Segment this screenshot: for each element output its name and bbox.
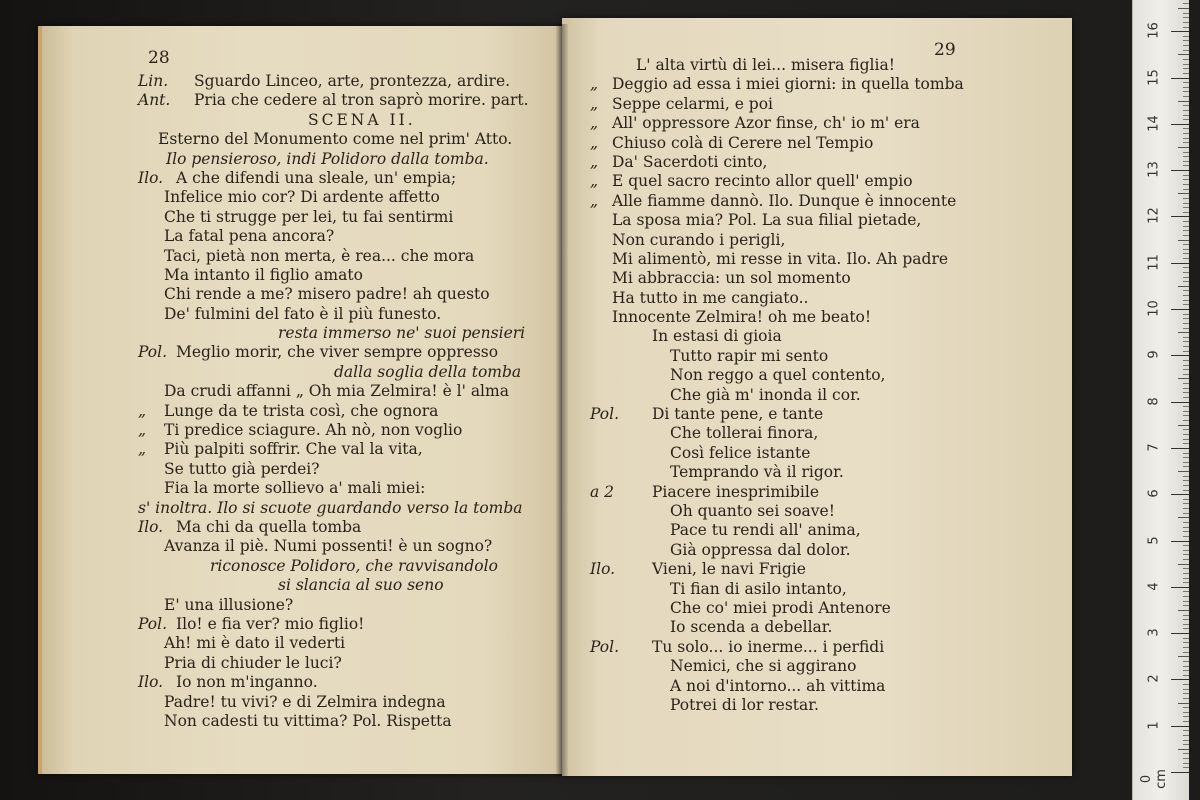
ruler-tick xyxy=(1183,304,1189,305)
ruler-tick xyxy=(1183,721,1189,722)
ruler-tick xyxy=(1183,50,1189,51)
ruler-tick xyxy=(1183,314,1189,315)
verse-text: Così felice istante xyxy=(670,443,811,462)
ruler-tick xyxy=(1183,605,1189,606)
ruler-tick xyxy=(1183,466,1189,467)
ruler-tick xyxy=(1183,503,1189,504)
ruler-tick xyxy=(1183,203,1189,204)
speaker-label: „ xyxy=(138,401,147,420)
verse-text: A noi d'intorno... ah vittima xyxy=(670,676,886,695)
ruler-tick xyxy=(1183,675,1189,676)
ruler-tick xyxy=(1183,689,1189,690)
ruler-tick xyxy=(1183,670,1189,671)
ruler-tick xyxy=(1178,286,1189,287)
verse-text: Ti predice sciagure. Ah nò, non voglio xyxy=(164,421,463,440)
ruler-tick xyxy=(1183,267,1189,268)
speaker-label: „ xyxy=(590,75,599,94)
verse-text: si slancia al suo seno xyxy=(278,576,444,595)
ruler-tick xyxy=(1183,73,1189,74)
ruler-tick xyxy=(1183,323,1189,324)
ruler-tick xyxy=(1183,476,1189,477)
ruler-tick xyxy=(1183,647,1189,648)
right-page xyxy=(562,18,1072,776)
ruler-tick xyxy=(1183,115,1189,116)
ruler-tick xyxy=(1183,434,1189,435)
speaker-label: Ilo. xyxy=(138,517,164,536)
ruler-tick xyxy=(1183,318,1189,319)
left-page xyxy=(38,26,562,774)
ruler-tick xyxy=(1183,615,1189,616)
verse-text: Da' Sacerdoti cinto, xyxy=(612,152,768,171)
ruler-tick xyxy=(1183,369,1189,370)
ruler-tick xyxy=(1183,619,1189,620)
verse-text: Tu solo... io inerme... i perfidi xyxy=(652,637,885,656)
ruler-tick xyxy=(1183,165,1189,166)
ruler-tick xyxy=(1183,513,1189,514)
ruler-tick xyxy=(1183,550,1189,551)
ruler-tick xyxy=(1183,411,1189,412)
ruler-tick xyxy=(1171,448,1189,449)
verse-text: Non cadesti tu vittima? Pol. Rispetta xyxy=(164,711,452,730)
ruler-tick xyxy=(1183,184,1189,185)
verse-text: Innocente Zelmira! oh me beato! xyxy=(612,308,872,327)
verse-text: SCENA II. xyxy=(308,110,416,129)
ruler-tick xyxy=(1183,45,1189,46)
speaker-label: a 2 xyxy=(590,482,615,501)
verse-text: Ilo! e fia ver? mio figlio! xyxy=(176,614,365,633)
ruler-tick xyxy=(1183,485,1189,486)
ruler-label: 6 xyxy=(1146,489,1162,498)
ruler-tick xyxy=(1183,527,1189,528)
ruler-label: 15 xyxy=(1146,68,1162,86)
verse-text: Che tollerai finora, xyxy=(670,424,819,443)
verse-text: riconosce Polidoro, che ravvisandolo xyxy=(210,556,498,575)
ruler-label: 14 xyxy=(1146,115,1162,132)
ruler-tick xyxy=(1183,443,1189,444)
ruler-tick xyxy=(1183,457,1189,458)
ruler-tick xyxy=(1183,360,1189,361)
ruler-tick xyxy=(1171,772,1189,773)
ruler-tick xyxy=(1183,716,1189,717)
ruler-tick xyxy=(1183,91,1189,92)
ruler-label: 12 xyxy=(1146,207,1162,225)
ruler-tick xyxy=(1183,397,1189,398)
verse-text: dalla soglia della tomba xyxy=(334,362,522,381)
verse-text: Che co' miei prodi Antenore xyxy=(670,598,891,617)
ruler-tick xyxy=(1183,138,1189,139)
ruler-tick xyxy=(1183,415,1189,416)
ruler-tick xyxy=(1183,693,1189,694)
verse-text: Deggio ad essa i miei giorni: in quella tomba xyxy=(612,75,964,94)
ruler-tick xyxy=(1183,82,1189,83)
ruler-tick xyxy=(1171,78,1189,79)
verse-text: A che difendi una sleale, un' empia; xyxy=(176,168,457,187)
ruler-tick xyxy=(1183,290,1189,291)
verse-text: Seppe celarmi, e poi xyxy=(612,94,774,113)
ruler-tick xyxy=(1183,388,1189,389)
verse-text: E quel sacro recinto allor quell' empio xyxy=(612,172,913,191)
ruler-tick xyxy=(1183,226,1189,227)
verse-text: s' inoltra. Ilo si scuote guardando verso la tomba xyxy=(138,498,523,517)
ruler-tick xyxy=(1183,40,1189,41)
ruler-tick xyxy=(1183,207,1189,208)
ruler-tick xyxy=(1183,392,1189,393)
ruler-tick xyxy=(1183,258,1189,259)
ruler-tick xyxy=(1183,462,1189,463)
ruler-tick xyxy=(1178,147,1189,148)
verse-text: E' una illusione? xyxy=(164,595,294,614)
measuring-ruler xyxy=(1132,0,1189,800)
ruler-tick xyxy=(1183,531,1189,532)
ruler-tick xyxy=(1183,142,1189,143)
ruler-label: 13 xyxy=(1146,161,1162,178)
ruler-tick xyxy=(1178,193,1189,194)
ruler-tick xyxy=(1183,508,1189,509)
ruler-tick xyxy=(1183,281,1189,282)
ruler-label: 2 xyxy=(1146,674,1162,684)
speaker-label: „ xyxy=(590,191,599,210)
ruler-tick xyxy=(1178,54,1189,55)
ruler-tick xyxy=(1183,27,1189,28)
verse-text: Pria che cedere al tron saprò morire. part. xyxy=(194,91,529,110)
ruler-tick xyxy=(1178,8,1189,9)
verse-text: Avanza il piè. Numi possenti! è un sogno? xyxy=(164,537,493,556)
ruler-tick xyxy=(1178,703,1189,704)
ruler-label: 10 xyxy=(1146,300,1162,317)
ruler-tick xyxy=(1183,253,1189,254)
ruler-tick xyxy=(1183,337,1189,338)
verse-text: La fatal pena ancora? xyxy=(164,227,335,246)
ruler-tick xyxy=(1171,402,1189,403)
verse-text: Taci, pietà non merta, è rea... che mora xyxy=(164,246,475,265)
speaker-label: „ xyxy=(138,440,147,459)
ruler-label: 1 xyxy=(1146,721,1162,730)
verse-text: Non curando i perigli, xyxy=(612,230,786,249)
speaker-label: „ xyxy=(590,172,599,191)
ruler-tick xyxy=(1178,564,1189,565)
ruler-label: 16 xyxy=(1146,22,1162,39)
verse-text: Se tutto già perdei? xyxy=(164,459,320,478)
ruler-tick xyxy=(1171,726,1189,727)
ruler-tick xyxy=(1183,666,1189,667)
ruler-tick xyxy=(1183,628,1189,629)
ruler-tick xyxy=(1183,735,1189,736)
ruler-tick xyxy=(1183,406,1189,407)
book-gutter xyxy=(556,24,568,776)
ruler-tick xyxy=(1183,272,1189,273)
ruler-tick xyxy=(1183,582,1189,583)
ruler-tick xyxy=(1183,161,1189,162)
verse-text: Lunge da te trista così, che ognora xyxy=(164,401,439,420)
ruler-tick xyxy=(1183,249,1189,250)
ruler-tick xyxy=(1183,22,1189,23)
ruler-tick xyxy=(1183,365,1189,366)
ruler-tick xyxy=(1183,96,1189,97)
ruler-tick xyxy=(1183,179,1189,180)
speaker-label: „ xyxy=(138,421,147,440)
speaker-label: Ilo. xyxy=(138,673,164,692)
verse-text: All' oppressore Azor finse, ch' io m' era xyxy=(612,114,920,133)
verse-text: Pace tu rendi all' anima, xyxy=(670,521,861,540)
ruler-label: 0 cm xyxy=(1139,769,1169,789)
ruler-tick xyxy=(1183,295,1189,296)
verse-text: Ma intanto il figlio amato xyxy=(164,265,363,284)
ruler-tick xyxy=(1171,170,1189,171)
ruler-tick xyxy=(1183,277,1189,278)
ruler-tick xyxy=(1178,332,1189,333)
ruler-tick xyxy=(1178,240,1189,241)
ruler-tick xyxy=(1183,3,1189,4)
ruler-tick xyxy=(1183,341,1189,342)
ruler-tick xyxy=(1183,596,1189,597)
ruler-tick xyxy=(1183,152,1189,153)
ruler-tick xyxy=(1183,374,1189,375)
ruler-tick xyxy=(1171,31,1189,32)
ruler-tick xyxy=(1183,175,1189,176)
verse-text: Ma chi da quella tomba xyxy=(176,517,362,536)
ruler-tick xyxy=(1183,212,1189,213)
verse-text: Già oppressa dal dolor. xyxy=(670,540,851,559)
verse-text: Temprando và il rigor. xyxy=(670,463,844,482)
ruler-tick xyxy=(1183,453,1189,454)
ruler-label: 3 xyxy=(1146,628,1162,637)
ruler-tick xyxy=(1183,554,1189,555)
ruler-tick xyxy=(1171,633,1189,634)
ruler-tick xyxy=(1183,68,1189,69)
ruler-tick xyxy=(1183,624,1189,625)
ruler-tick xyxy=(1183,753,1189,754)
ruler-tick xyxy=(1183,300,1189,301)
ruler-tick xyxy=(1183,758,1189,759)
ruler-tick xyxy=(1183,59,1189,60)
ruler-tick xyxy=(1183,128,1189,129)
verse-text: Da crudi affanni „ Oh mia Zelmira! è l' alma xyxy=(164,382,509,401)
ruler-tick xyxy=(1183,235,1189,236)
ruler-tick xyxy=(1183,559,1189,560)
ruler-tick xyxy=(1183,221,1189,222)
verse-text: Chiuso colà di Cerere nel Tempio xyxy=(612,133,874,152)
ruler-tick xyxy=(1183,13,1189,14)
ruler-tick xyxy=(1183,133,1189,134)
speaker-label: „ xyxy=(590,94,599,113)
ruler-label: 8 xyxy=(1146,396,1162,406)
verse-text: resta immerso ne' suoi pensieri xyxy=(278,324,526,343)
ruler-tick xyxy=(1183,684,1189,685)
ruler-tick xyxy=(1183,105,1189,106)
ruler-tick xyxy=(1183,767,1189,768)
speaker-label: „ xyxy=(590,152,599,171)
ruler-tick xyxy=(1183,698,1189,699)
ruler-tick xyxy=(1183,429,1189,430)
ruler-tick xyxy=(1183,522,1189,523)
verse-text: Mi abbraccia: un sol momento xyxy=(612,269,851,288)
ruler-tick xyxy=(1183,642,1189,643)
ruler-tick xyxy=(1171,541,1189,542)
speaker-label: Ant. xyxy=(138,91,171,110)
ruler-tick xyxy=(1183,536,1189,537)
ruler-tick xyxy=(1183,578,1189,579)
ruler-tick xyxy=(1183,244,1189,245)
verse-text: Mi alimentò, mi resse in vita. Ilo. Ah padre xyxy=(612,249,949,268)
speaker-label: Pol. xyxy=(138,614,168,633)
ruler-tick xyxy=(1183,652,1189,653)
speaker-label: Pol. xyxy=(138,343,168,362)
verse-text: Ha tutto in me cangiato.. xyxy=(612,288,809,307)
verse-text: La sposa mia? Pol. La sua filial pietade, xyxy=(612,211,922,230)
ruler-tick xyxy=(1183,707,1189,708)
ruler-tick xyxy=(1183,346,1189,347)
ruler-tick xyxy=(1171,263,1189,264)
verse-text: Io scenda a debellar. xyxy=(670,618,833,637)
ruler-tick xyxy=(1171,216,1189,217)
verse-text: Vieni, le navi Frigie xyxy=(652,560,806,579)
verse-text: Chi rende a me? misero padre! ah questo xyxy=(164,285,490,304)
ruler-tick xyxy=(1183,230,1189,231)
ruler-tick xyxy=(1183,480,1189,481)
verse-text: Esterno del Monumento come nel prim' Atto. xyxy=(158,130,513,149)
ruler-label: 5 xyxy=(1146,535,1162,545)
verse-text: Ilo pensieroso, indi Polidoro dalla tomba. xyxy=(166,149,489,168)
ruler-label: 4 xyxy=(1146,582,1162,591)
verse-text: Che già m' inonda il cor. xyxy=(670,385,861,404)
ruler-tick xyxy=(1171,587,1189,588)
ruler-tick xyxy=(1171,124,1189,125)
verse-text: Potrei di lor restar. xyxy=(670,695,819,714)
ruler-tick xyxy=(1178,610,1189,611)
verse-text: Meglio morir, che viver sempre oppresso xyxy=(176,343,499,362)
verse-text: Padre! tu vivi? e di Zelmira indegna xyxy=(164,692,446,711)
speaker-label: Ilo. xyxy=(590,560,616,579)
ruler-tick xyxy=(1183,591,1189,592)
ruler-tick xyxy=(1183,110,1189,111)
ruler-tick xyxy=(1183,328,1189,329)
speaker-label: „ xyxy=(590,133,599,152)
ruler-tick xyxy=(1178,378,1189,379)
ruler-tick xyxy=(1183,156,1189,157)
verse-text: Tutto rapir mi sento xyxy=(670,346,829,365)
ruler-tick xyxy=(1183,198,1189,199)
verse-text: Che ti strugge per lei, tu fai sentirmi xyxy=(164,207,454,226)
ruler-tick xyxy=(1183,17,1189,18)
verse-text: Fia la morte sollievo a' mali miei: xyxy=(164,479,426,498)
ruler-tick xyxy=(1178,656,1189,657)
ruler-tick xyxy=(1171,355,1189,356)
speaker-label: Pol. xyxy=(590,405,620,424)
verse-text: Piacere inesprimibile xyxy=(652,482,820,501)
ruler-tick xyxy=(1178,101,1189,102)
ruler-tick xyxy=(1183,189,1189,190)
ruler-tick xyxy=(1183,763,1189,764)
verse-text: In estasi di gioia xyxy=(652,327,782,346)
verse-text: Infelice mio cor? Di ardente affetto xyxy=(164,188,440,207)
ruler-tick xyxy=(1183,545,1189,546)
ruler-tick xyxy=(1171,679,1189,680)
verse-text: De' fulmini del fato è il più funesto. xyxy=(164,304,442,323)
ruler-tick xyxy=(1183,119,1189,120)
ruler-tick xyxy=(1183,87,1189,88)
verse-text: Nemici, che si aggirano xyxy=(670,657,857,676)
verse-text: Sguardo Linceo, arte, prontezza, ardire. xyxy=(194,72,511,90)
verse-text: Ah! mi è dato il vederti xyxy=(164,634,346,653)
speaker-label: Pol. xyxy=(590,637,620,656)
ruler-tick xyxy=(1183,499,1189,500)
ruler-tick xyxy=(1183,568,1189,569)
verse-text: Io non m'inganno. xyxy=(176,673,318,692)
verse-text: Non reggo a quel contento, xyxy=(670,366,886,385)
page-number-left: 28 xyxy=(148,48,170,68)
speaker-label: Lin. xyxy=(138,72,169,90)
ruler-tick xyxy=(1183,638,1189,639)
verse-text: Pria di chiuder le luci? xyxy=(164,653,342,672)
ruler-tick xyxy=(1183,420,1189,421)
verse-text: Più palpiti soffrir. Che val la vita, xyxy=(164,440,423,459)
speaker-label: „ xyxy=(590,114,599,133)
speaker-label: Ilo. xyxy=(138,168,164,187)
ruler-tick xyxy=(1183,64,1189,65)
verse-text: Ti fian di asilo intanto, xyxy=(670,579,847,598)
ruler-tick xyxy=(1183,601,1189,602)
ruler-tick xyxy=(1183,573,1189,574)
verse-text: Di tante pene, e tante xyxy=(652,405,824,424)
ruler-label: 7 xyxy=(1146,443,1162,452)
ruler-tick xyxy=(1183,36,1189,37)
ruler-tick xyxy=(1183,383,1189,384)
ruler-tick xyxy=(1183,740,1189,741)
page-number-right: 29 xyxy=(934,40,956,60)
ruler-tick xyxy=(1183,744,1189,745)
ruler-tick xyxy=(1178,517,1189,518)
ruler-label: 11 xyxy=(1146,253,1162,271)
ruler-tick xyxy=(1183,439,1189,440)
ruler-tick xyxy=(1183,730,1189,731)
ruler-tick xyxy=(1178,749,1189,750)
ruler-tick xyxy=(1183,661,1189,662)
ruler-tick xyxy=(1183,712,1189,713)
ruler-label: 9 xyxy=(1146,350,1162,359)
ruler-tick xyxy=(1178,425,1189,426)
verse-text: L' alta virtù di lei... misera figlia! xyxy=(636,56,895,74)
ruler-tick xyxy=(1171,494,1189,495)
verse-text: Alle fiamme dannò. Ilo. Dunque è innocente xyxy=(612,191,957,210)
verse-text: Oh quanto sei soave! xyxy=(670,501,835,520)
ruler-tick xyxy=(1178,471,1189,472)
ruler-tick xyxy=(1183,490,1189,491)
ruler-tick xyxy=(1183,351,1189,352)
ruler-tick xyxy=(1171,309,1189,310)
